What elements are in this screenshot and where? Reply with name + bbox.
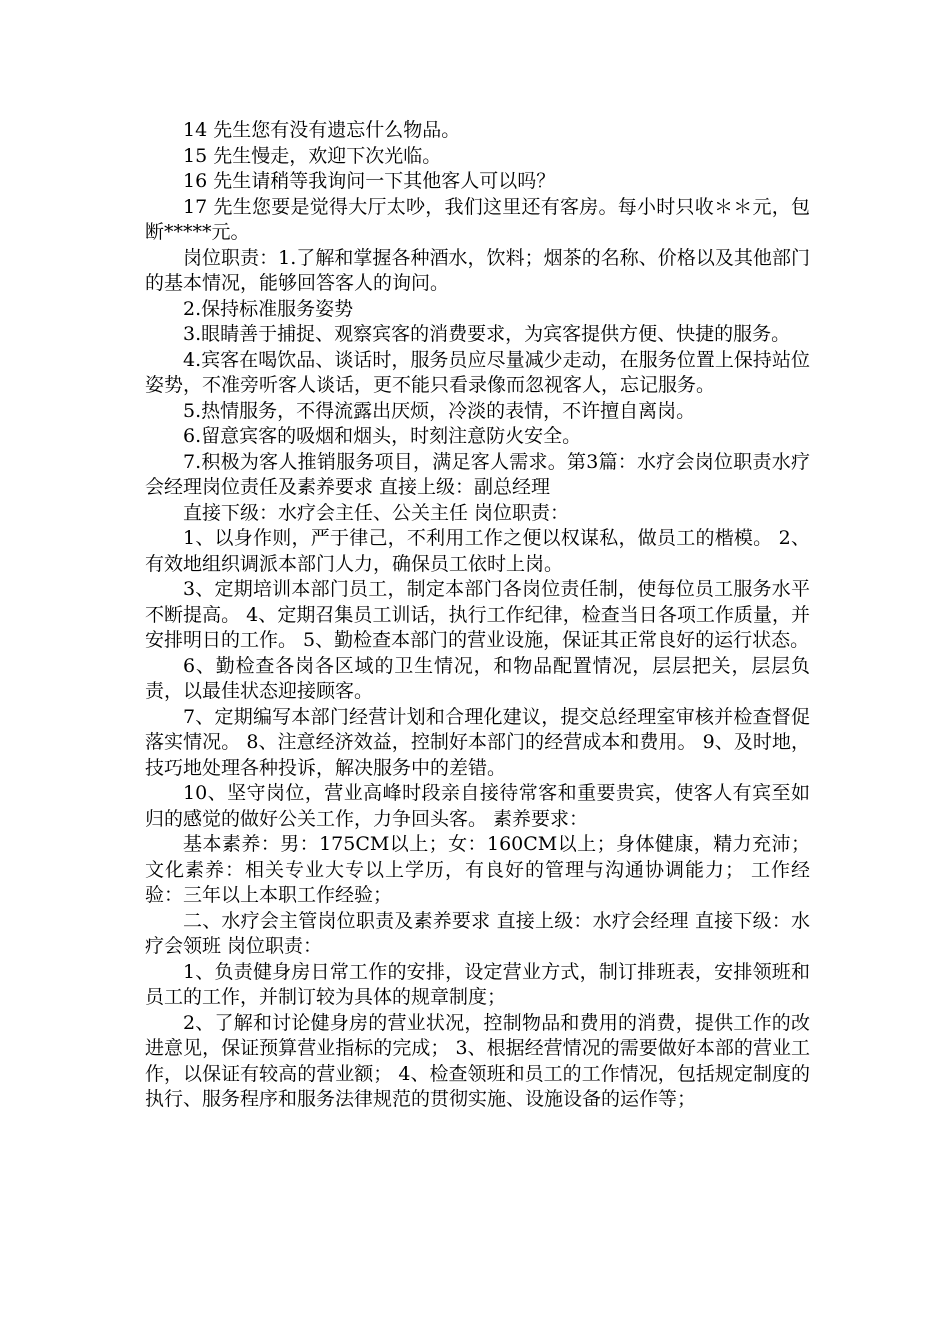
paragraph-duty-7-section-3: 7.积极为客人推销服务项目，满足客人需求。第3篇：水疗会岗位职责水疗会经理岗位责任及素养要求 直接上级：副总经理 (145, 450, 810, 498)
paragraph-supervisor-duty-1: 1、负责健身房日常工作的安排，设定营业方式，制订排班表，安排领班和员工的工作，并制订较为具体的规章制度； (145, 960, 810, 1008)
paragraph-manager-duty-10: 10、坚守岗位，营业高峰时段亲自接待常客和重要贵宾，使客人有宾至如归的感觉的做好公关工作，力争回头客。 素养要求： (145, 782, 810, 830)
paragraph-duty-4: 4.宾客在喝饮品、谈话时，服务员应尽量减少走动，在服务位置上保持站位姿势，不准旁听客人谈话，更不能只看录像而忽视客人，忘记服务。 (145, 348, 810, 396)
paragraph-supervisor-duty-2-4: 2、了解和讨论健身房的营业状况，控制物品和费用的消费，提供工作的改进意见，保证预算营业指标的完成； 3、根据经营情况的需要做好本部的营业工作，以保证有较高的营业额； 4、检查领班和员工的工作情况，包括规定制度的执行、服务程序和服务法律规范的贯彻实施、设施设备的运作等； (145, 1011, 810, 1110)
paragraph-room-offer-17: 17 先生您要是觉得大厅太吵，我们这里还有客房。每小时只收＊＊元，包断*****元。 (145, 195, 810, 243)
paragraph-manager-duty-1-2: 1、以身作则，严于律己，不利用工作之便以权谋私，做员工的楷模。 2、有效地组织调派本部门人力，确保员工依时上岗。 (145, 527, 810, 575)
paragraph-duty-1: 岗位职责：1.了解和掌握各种酒水，饮料；烟茶的名称、价格以及其他部门的基本情况，能够回答客人的询问。 (145, 246, 810, 294)
paragraph-farewell-14: 14 先生您有没有遗忘什么物品。 (183, 119, 461, 141)
paragraph-duty-6: 6.留意宾客的吸烟和烟头，时刻注意防火安全。 (183, 425, 582, 447)
paragraph-manager-subordinates: 直接下级：水疗会主任、公关主任 岗位职责： (183, 501, 570, 524)
paragraph-duty-2: 2.保持标准服务姿势 (183, 297, 354, 320)
paragraph-farewell-15: 15 先生慢走，欢迎下次光临。 (183, 144, 442, 167)
paragraph-inquiry-16: 16 先生请稍等我询问一下其他客人可以吗？ (183, 170, 556, 192)
paragraph-supervisor-heading: 二、水疗会主管岗位职责及素养要求 直接上级：水疗会经理 直接下级：水疗会领班 岗位职责： (145, 909, 810, 957)
paragraph-duty-5: 5.热情服务，不得流露出厌烦，冷淡的表情，不许擅自离岗。 (183, 399, 696, 422)
paragraph-manager-qualifications: 基本素养：男：175CM以上；女：160CM以上；身体健康，精力充沛； 文化素养：相关专业大专以上学历，有良好的管理与沟通协调能力； 工作经验：三年以上本职工作经验； (145, 833, 817, 906)
paragraph-duty-3: 3.眼睛善于捕捉、观察宾客的消费要求，为宾客提供方便、快捷的服务。 (183, 323, 791, 345)
paragraph-manager-duty-6: 6、勤检查各岗各区域的卫生情况，和物品配置情况，层层把关，层层负责，以最佳状态迎接顾客。 (145, 654, 810, 702)
document-body (145, 118, 817, 1113)
paragraph-manager-duty-3-5: 3、定期培训本部门员工，制定本部门各岗位责任制，使每位员工服务水平不断提高。 4、定期召集员工训话，执行工作纪律，检查当日各项工作质量，并安排明日的工作。 5、勤检查本部门的营业设施，保证其正常良好的运行状态。 (145, 578, 810, 651)
paragraph-manager-duty-7-9: 7、定期编写本部门经营计划和合理化建议，提交总经理室审核并检查督促落实情况。 8、注意经济效益，控制好本部门的经营成本和费用。 9、及时地，技巧地处理各种投诉，解决服务中的差错。 (145, 705, 810, 779)
